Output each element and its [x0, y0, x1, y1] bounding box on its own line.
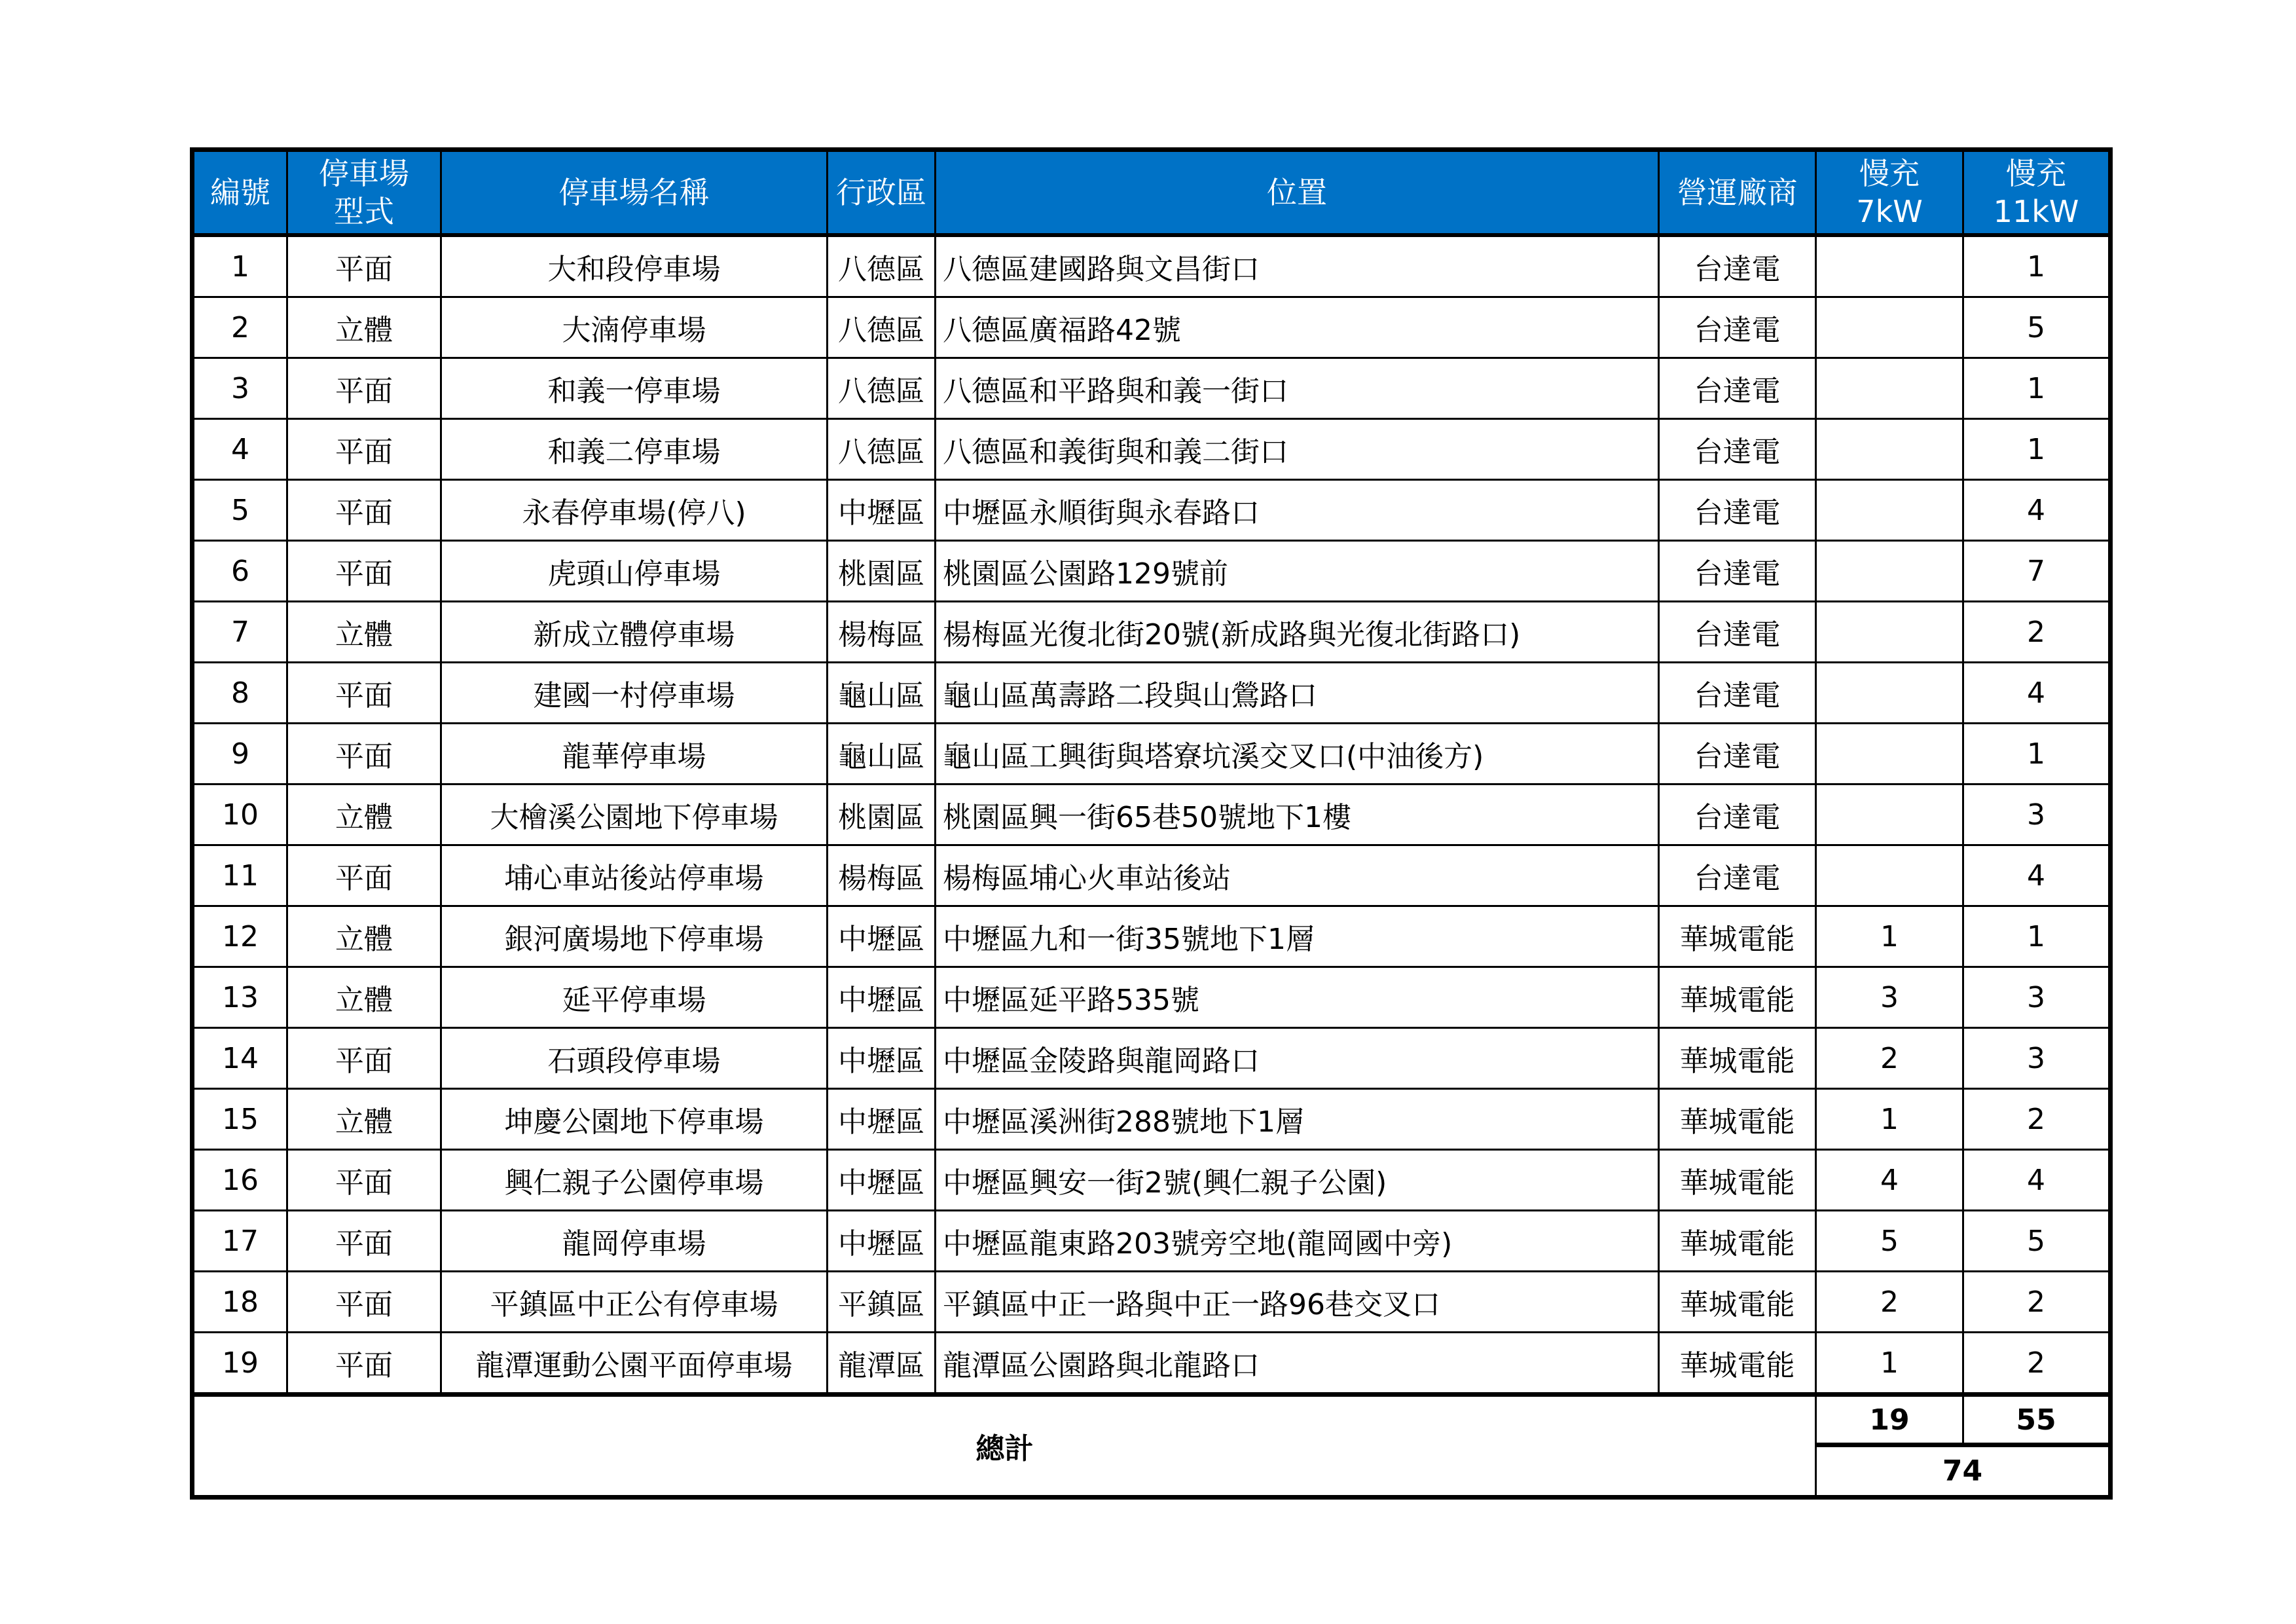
cell-location: 中壢區永順街與永春路口 [936, 480, 1659, 541]
cell-location: 龜山區工興街與塔寮坑溪交叉口(中油後方) [936, 724, 1659, 784]
charging-station-table-sheet [190, 147, 2108, 1500]
cell-no: 11 [192, 845, 287, 906]
table-row [192, 1333, 2111, 1395]
cell-slow7: 4 [1816, 1150, 1963, 1211]
cell-no: 13 [192, 967, 287, 1028]
cell-slow11: 2 [1963, 1333, 2111, 1395]
cell-no: 2 [192, 297, 287, 358]
cell-slow7 [1816, 602, 1963, 663]
cell-type: 立體 [287, 906, 441, 967]
cell-district: 桃園區 [828, 541, 936, 602]
cell-name: 龍華停車場 [441, 724, 828, 784]
cell-name: 大和段停車場 [441, 235, 828, 297]
cell-location: 中壢區興安一街2號(興仁親子公園) [936, 1150, 1659, 1211]
cell-operator: 台達電 [1659, 297, 1816, 358]
cell-operator: 台達電 [1659, 235, 1816, 297]
cell-operator: 台達電 [1659, 358, 1816, 419]
table-body [192, 235, 2111, 1395]
cell-district: 中壢區 [828, 1089, 936, 1150]
cell-operator: 華城電能 [1659, 1150, 1816, 1211]
cell-type: 立體 [287, 1089, 441, 1150]
cell-type: 平面 [287, 541, 441, 602]
cell-operator: 台達電 [1659, 541, 1816, 602]
table-row [192, 663, 2111, 724]
cell-location: 中壢區延平路535號 [936, 967, 1659, 1028]
table-row [192, 1211, 2111, 1272]
cell-slow7 [1816, 663, 1963, 724]
cell-name: 坤慶公園地下停車場 [441, 1089, 828, 1150]
cell-slow7: 2 [1816, 1272, 1963, 1333]
cell-district: 中壢區 [828, 1150, 936, 1211]
table-row [192, 1150, 2111, 1211]
header-name: 停車場名稱 [441, 150, 828, 236]
cell-operator: 台達電 [1659, 845, 1816, 906]
cell-district: 龜山區 [828, 663, 936, 724]
totals-row [192, 1395, 2111, 1445]
table-row [192, 602, 2111, 663]
header-type-line1: 停車場 [319, 156, 409, 191]
cell-type: 立體 [287, 967, 441, 1028]
cell-district: 中壢區 [828, 906, 936, 967]
header-row [192, 150, 2111, 236]
cell-location: 龜山區萬壽路二段與山鶯路口 [936, 663, 1659, 724]
cell-name: 虎頭山停車場 [441, 541, 828, 602]
cell-name: 和義二停車場 [441, 419, 828, 480]
cell-name: 延平停車場 [441, 967, 828, 1028]
slow7-total: 19 [1816, 1395, 1963, 1445]
cell-district: 中壢區 [828, 480, 936, 541]
table-row [192, 235, 2111, 297]
cell-no: 8 [192, 663, 287, 724]
cell-no: 15 [192, 1089, 287, 1150]
cell-district: 中壢區 [828, 1211, 936, 1272]
table-row [192, 358, 2111, 419]
table-row [192, 784, 2111, 845]
cell-district: 楊梅區 [828, 602, 936, 663]
cell-slow11: 3 [1963, 1028, 2111, 1089]
cell-type: 平面 [287, 1272, 441, 1333]
cell-location: 中壢區溪洲街288號地下1層 [936, 1089, 1659, 1150]
table-row [192, 419, 2111, 480]
cell-operator: 台達電 [1659, 419, 1816, 480]
cell-slow11: 4 [1963, 845, 2111, 906]
cell-district: 楊梅區 [828, 845, 936, 906]
header-operator: 營運廠商 [1659, 150, 1816, 236]
cell-operator: 華城電能 [1659, 1333, 1816, 1395]
header-location: 位置 [936, 150, 1659, 236]
header-slow11 [1963, 150, 2111, 236]
cell-no: 1 [192, 235, 287, 297]
cell-no: 4 [192, 419, 287, 480]
header-slow11-line1: 慢充 [2006, 156, 2066, 191]
cell-operator: 台達電 [1659, 602, 1816, 663]
cell-district: 八德區 [828, 358, 936, 419]
cell-slow7: 1 [1816, 906, 1963, 967]
cell-name: 龍潭運動公園平面停車場 [441, 1333, 828, 1395]
cell-slow7 [1816, 419, 1963, 480]
cell-name: 平鎮區中正公有停車場 [441, 1272, 828, 1333]
cell-slow11: 2 [1963, 1089, 2111, 1150]
cell-location: 中壢區九和一街35號地下1層 [936, 906, 1659, 967]
cell-operator: 華城電能 [1659, 1272, 1816, 1333]
table-row [192, 541, 2111, 602]
cell-location: 八德區建國路與文昌街口 [936, 235, 1659, 297]
cell-name: 建國一村停車場 [441, 663, 828, 724]
cell-location: 八德區和平路與和義一街口 [936, 358, 1659, 419]
cell-location: 平鎮區中正一路與中正一路96巷交叉口 [936, 1272, 1659, 1333]
grand-total: 74 [1816, 1445, 2111, 1498]
header-slow7 [1816, 150, 1963, 236]
cell-location: 八德區和義街與和義二街口 [936, 419, 1659, 480]
cell-district: 中壢區 [828, 967, 936, 1028]
cell-location: 楊梅區光復北街20號(新成路與光復北街路口) [936, 602, 1659, 663]
cell-slow11: 1 [1963, 419, 2111, 480]
cell-no: 17 [192, 1211, 287, 1272]
cell-slow7: 1 [1816, 1089, 1963, 1150]
cell-slow7 [1816, 541, 1963, 602]
table-footer [192, 1395, 2111, 1498]
cell-district: 桃園區 [828, 784, 936, 845]
cell-location: 中壢區金陵路與龍岡路口 [936, 1028, 1659, 1089]
cell-type: 平面 [287, 480, 441, 541]
cell-location: 桃園區興一街65巷50號地下1樓 [936, 784, 1659, 845]
cell-type: 平面 [287, 845, 441, 906]
cell-district: 龍潭區 [828, 1333, 936, 1395]
table-row [192, 845, 2111, 906]
cell-district: 中壢區 [828, 1028, 936, 1089]
cell-slow11: 4 [1963, 663, 2111, 724]
cell-slow11: 4 [1963, 480, 2111, 541]
cell-name: 新成立體停車場 [441, 602, 828, 663]
header-type [287, 150, 441, 236]
cell-slow11: 2 [1963, 602, 2111, 663]
cell-location: 八德區廣福路42號 [936, 297, 1659, 358]
cell-slow7 [1816, 358, 1963, 419]
table-row [192, 967, 2111, 1028]
cell-slow11: 4 [1963, 1150, 2111, 1211]
table-row [192, 297, 2111, 358]
cell-district: 龜山區 [828, 724, 936, 784]
header-no: 編號 [192, 150, 287, 236]
cell-slow11: 1 [1963, 358, 2111, 419]
cell-no: 7 [192, 602, 287, 663]
cell-operator: 台達電 [1659, 663, 1816, 724]
cell-district: 八德區 [828, 419, 936, 480]
cell-no: 18 [192, 1272, 287, 1333]
cell-operator: 華城電能 [1659, 967, 1816, 1028]
cell-slow11: 3 [1963, 967, 2111, 1028]
cell-district: 八德區 [828, 297, 936, 358]
cell-slow11: 5 [1963, 297, 2111, 358]
cell-name: 大湳停車場 [441, 297, 828, 358]
cell-operator: 台達電 [1659, 480, 1816, 541]
cell-no: 9 [192, 724, 287, 784]
cell-operator: 台達電 [1659, 724, 1816, 784]
charging-station-table [190, 147, 2113, 1500]
table-row [192, 1028, 2111, 1089]
slow11-total: 55 [1963, 1395, 2111, 1445]
cell-type: 立體 [287, 297, 441, 358]
cell-no: 14 [192, 1028, 287, 1089]
cell-slow11: 1 [1963, 906, 2111, 967]
cell-type: 平面 [287, 235, 441, 297]
cell-name: 銀河廣場地下停車場 [441, 906, 828, 967]
cell-operator: 台達電 [1659, 784, 1816, 845]
cell-type: 平面 [287, 1333, 441, 1395]
cell-no: 10 [192, 784, 287, 845]
cell-name: 埔心車站後站停車場 [441, 845, 828, 906]
cell-location: 楊梅區埔心火車站後站 [936, 845, 1659, 906]
cell-name: 和義一停車場 [441, 358, 828, 419]
cell-slow11: 1 [1963, 235, 2111, 297]
cell-type: 平面 [287, 1150, 441, 1211]
cell-slow11: 2 [1963, 1272, 2111, 1333]
cell-slow7: 1 [1816, 1333, 1963, 1395]
cell-district: 八德區 [828, 235, 936, 297]
cell-operator: 華城電能 [1659, 906, 1816, 967]
cell-no: 5 [192, 480, 287, 541]
table-row [192, 1272, 2111, 1333]
cell-type: 平面 [287, 358, 441, 419]
cell-name: 大檜溪公園地下停車場 [441, 784, 828, 845]
cell-type: 平面 [287, 724, 441, 784]
cell-operator: 華城電能 [1659, 1089, 1816, 1150]
cell-slow7: 5 [1816, 1211, 1963, 1272]
cell-location: 龍潭區公園路與北龍路口 [936, 1333, 1659, 1395]
cell-location: 中壢區龍東路203號旁空地(龍岡國中旁) [936, 1211, 1659, 1272]
cell-slow7 [1816, 480, 1963, 541]
cell-name: 龍岡停車場 [441, 1211, 828, 1272]
table-row [192, 906, 2111, 967]
totals-label: 總計 [192, 1395, 1816, 1498]
cell-slow7 [1816, 297, 1963, 358]
cell-slow7: 2 [1816, 1028, 1963, 1089]
cell-name: 興仁親子公園停車場 [441, 1150, 828, 1211]
cell-no: 16 [192, 1150, 287, 1211]
cell-slow11: 5 [1963, 1211, 2111, 1272]
table-row [192, 1089, 2111, 1150]
table-row [192, 480, 2111, 541]
table-header [192, 150, 2111, 236]
cell-type: 立體 [287, 602, 441, 663]
cell-slow7 [1816, 724, 1963, 784]
cell-slow7 [1816, 784, 1963, 845]
cell-type: 平面 [287, 419, 441, 480]
cell-slow7 [1816, 845, 1963, 906]
cell-slow7: 3 [1816, 967, 1963, 1028]
cell-no: 3 [192, 358, 287, 419]
cell-type: 平面 [287, 1028, 441, 1089]
cell-location: 桃園區公園路129號前 [936, 541, 1659, 602]
header-slow11-line2: 11kW [1993, 194, 2079, 229]
cell-slow7 [1816, 235, 1963, 297]
cell-no: 12 [192, 906, 287, 967]
cell-no: 19 [192, 1333, 287, 1395]
cell-district: 平鎮區 [828, 1272, 936, 1333]
cell-operator: 華城電能 [1659, 1211, 1816, 1272]
cell-slow11: 1 [1963, 724, 2111, 784]
cell-slow11: 7 [1963, 541, 2111, 602]
cell-name: 石頭段停車場 [441, 1028, 828, 1089]
header-district: 行政區 [828, 150, 936, 236]
cell-type: 立體 [287, 784, 441, 845]
cell-operator: 華城電能 [1659, 1028, 1816, 1089]
header-slow7-line1: 慢充 [1859, 156, 1920, 191]
cell-type: 平面 [287, 663, 441, 724]
cell-name: 永春停車場(停八) [441, 480, 828, 541]
table-row [192, 724, 2111, 784]
header-type-line2: 型式 [334, 194, 394, 229]
header-slow7-line2: 7kW [1856, 194, 1923, 229]
cell-type: 平面 [287, 1211, 441, 1272]
cell-slow11: 3 [1963, 784, 2111, 845]
cell-no: 6 [192, 541, 287, 602]
